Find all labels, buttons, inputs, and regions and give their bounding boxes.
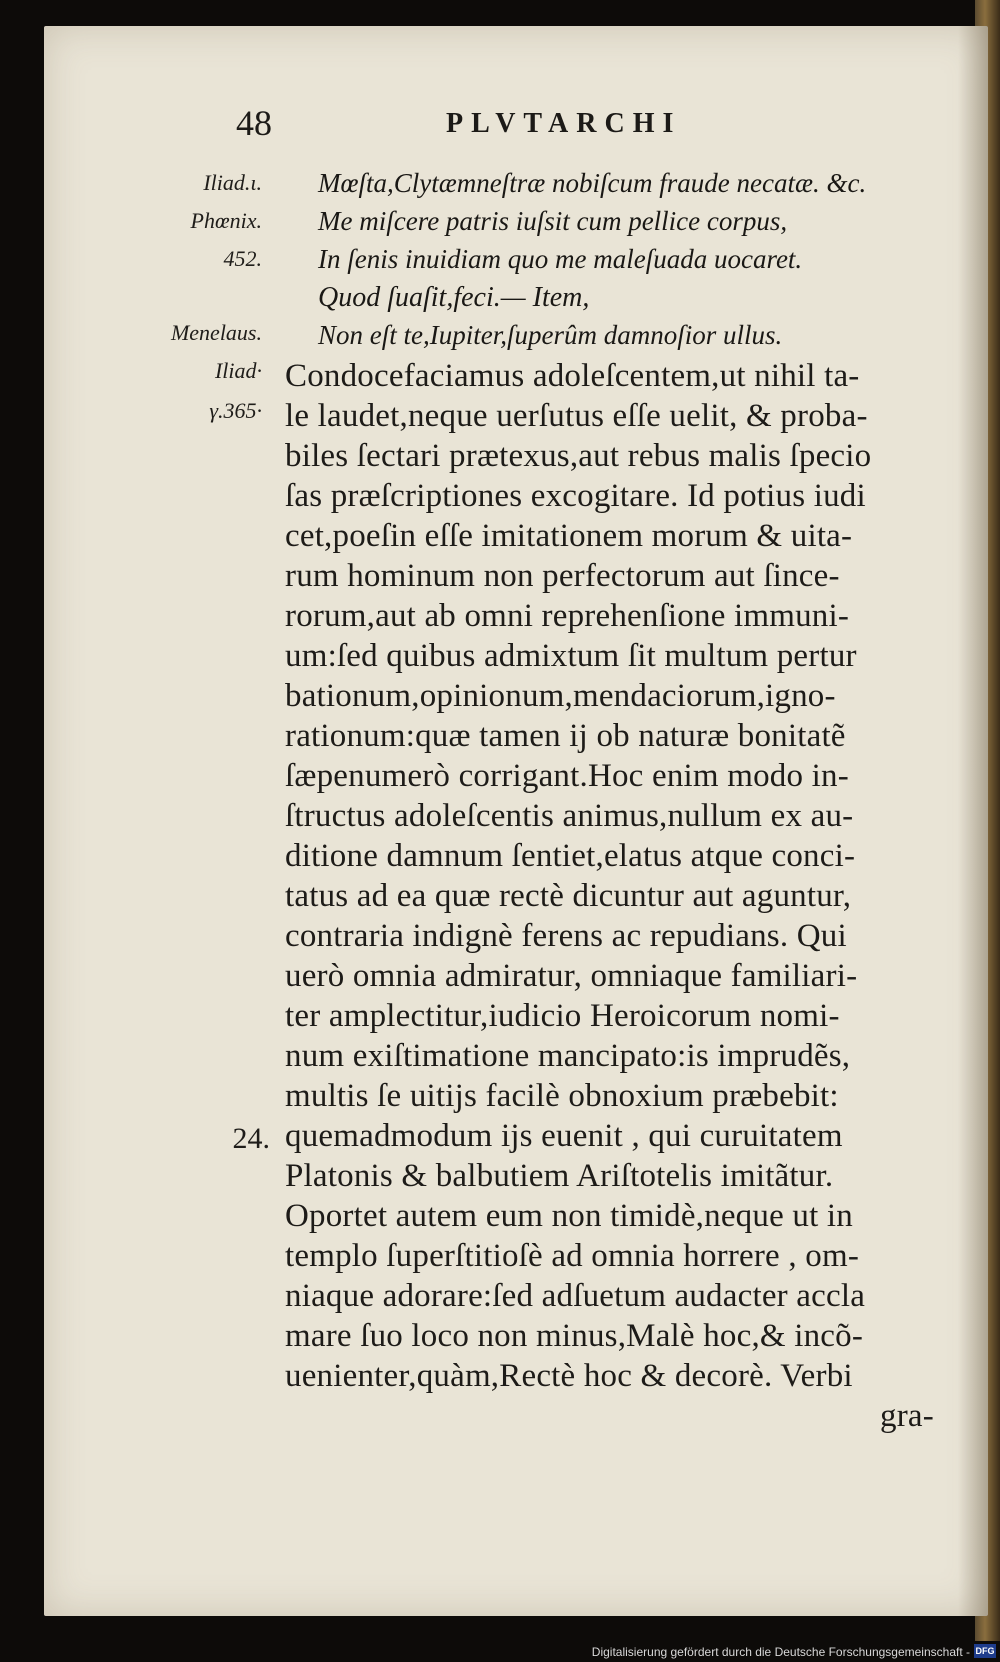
text-line: ſtructus adoleſcentis animus,nullum ex au- (285, 798, 854, 834)
body-text (285, 356, 955, 1436)
text-line: ſæpenumerò corrigant.Hoc enim modo in- (285, 758, 849, 794)
page-number: 48 (236, 103, 272, 143)
text-line: le laudet,neque uerſutus eſſe uelit, & proba- (285, 398, 868, 434)
verse-line: In ſenis inuidiam quo me maleſuada uocaret. (318, 244, 803, 274)
text-line: cet,poeſin eſſe imitationem morum & uita- (285, 518, 853, 554)
page-header (236, 100, 796, 148)
text-line: Condocefaciamus adoleſcentem,ut nihil ta- (285, 358, 860, 394)
margin-note-452: 452. (223, 246, 262, 271)
marginal-section-number: 24. (232, 1122, 270, 1155)
footer-bar (0, 1641, 1000, 1662)
text-line: niaque adorare:ſed adſuetum audacter accla (285, 1278, 866, 1314)
text-line: templo ſuperſtitioſè ad omnia horrere , om- (285, 1238, 860, 1274)
text-line: tatus ad ea quæ rectè dicuntur aut aguntur, (285, 878, 852, 914)
text-line: rum hominum non perfectorum aut ſince- (285, 558, 840, 594)
page-fold-shadow (958, 26, 988, 1616)
text-line: quemadmodum ijs euenit , qui curuitatem (285, 1118, 843, 1154)
margin-note-iliad-1: Iliad.ι. (203, 170, 262, 195)
text-line: bationum,opinionum,mendaciorum,igno- (285, 678, 836, 714)
verse-line: Quod ſuaſit,feci.— Item, (318, 282, 590, 313)
margin-note-menelaus: Menelaus. (170, 320, 262, 345)
dfg-logo: DFG (975, 1646, 995, 1656)
text-line: mare ſuo loco non minus,Malè hoc,& incõ- (285, 1318, 864, 1354)
text-line: ter amplectitur,iudicio Heroicorum nomi- (285, 998, 840, 1034)
text-line: ſas præſcriptiones excogitare. Id potius iudi (285, 478, 866, 514)
margin-note-phoenix: Phœnix. (190, 208, 262, 233)
verse-line: Mœſta,Clytæmneſtræ nobiſcum fraude necatæ. &c. (318, 168, 867, 198)
verse-line: Me miſcere patris iuſsit cum pellice corpus, (318, 206, 788, 236)
text-line: multis ſe uitijs facilè obnoxium præbebit: (285, 1078, 839, 1114)
text-line: ditione damnum ſentiet,elatus atque conci- (285, 838, 856, 874)
running-title: PLVTARCHI (446, 108, 682, 139)
margin-note-365: γ.365· (209, 398, 262, 423)
text-line: uenienter,quàm,Rectè hoc & decorè. Verbi (285, 1358, 853, 1394)
text-line: biles ſectari prætexus,aut rebus malis ſpecio (285, 438, 872, 474)
digitization-credit: Digitalisierung gefördert durch die Deutsche Forschungsgemeinschaft - (591, 1645, 970, 1659)
text-line: contraria indignè ferens ac repudians. Qui (285, 918, 847, 954)
catchword: gra- (880, 1398, 934, 1434)
verse-line: Non eſt te,Iupiter,ſuperûm damnoſior ullus. (318, 320, 783, 350)
text-line: Oportet autem eum non timidè,neque ut in (285, 1198, 853, 1234)
margin-note-iliad-3: Iliad· (214, 358, 262, 383)
text-line: rorum,aut ab omni reprehenſione immuni- (285, 598, 850, 634)
text-line: rationum:quæ tamen ij ob naturæ bonitatẽ (285, 718, 846, 754)
text-line: Platonis & balbutiem Ariſtotelis imitãtur. (285, 1158, 834, 1194)
text-line: num exiſtimatione mancipato:is imprudẽs, (285, 1038, 851, 1074)
text-line: um:ſed quibus admixtum ſit multum pertur (285, 638, 857, 674)
text-line: uerò omnia admiratur, omniaque familiari- (285, 958, 858, 994)
